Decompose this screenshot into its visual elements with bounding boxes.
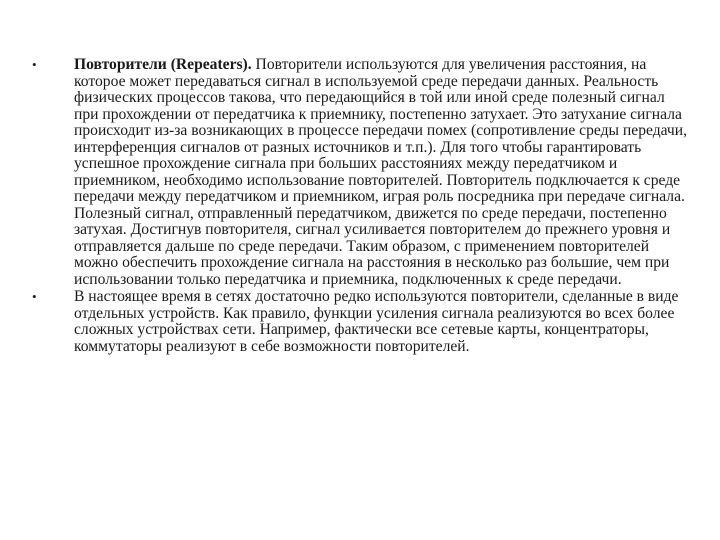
paragraph-repeaters-body: Повторители используются для увеличения расстояния, на которое может передаваться сигнал в используемой среде передачи данных. Реальность физических процессов такова, что передающийся в той или иной среде полезный сигнал при прохождении от передатчика к приемнику, постепенно затухает. Это затухание сигнала происходит из-за возникающих в процессе передачи помех (сопротивление среды передачи, интерференция сигналов от разных источников и т.п.). Для того чтобы гарантировать успешное прохождение сигнала при больших расстояниях между передатчиком и приемником, необходимо использование повторителей. Повторитель подключается к среде передачи между передатчиком и приемником, играя роль посредника при передаче сигнала. Полезный сигнал, отправленный передатчиком, движется по среде передачи, постепенно затухая. Достигнув повторителя, сигнал усиливается повторителем до прежнего уровня и отправляется дальше по среде передачи. Таким образом, с применением повторителей можно обеспечить прохождение сигнала на расстояния в несколько раз большие, чем при использовании только передатчика и приемника, подключенных к среде передачи. <box>74 56 688 288</box>
paragraph-modern-usage: В настоящее время в сетях достаточно редко используются повторители, сделанные в виде отдельных устройств. Как правило, функции усиления сигнала реализуются во всех более сложных устройствах сети. Например, фактически все сетевые карты, концентраторы, коммутаторы реализуют в себе возможности повторителей. <box>74 288 679 355</box>
list-item-modern-usage <box>28 289 692 355</box>
paragraph-repeaters <box>74 57 692 288</box>
bullet-icon: • <box>32 289 37 304</box>
term-repeaters: Повторители (Repeaters). <box>74 56 252 73</box>
bullet-list <box>28 57 692 356</box>
list-item-repeaters <box>28 57 692 288</box>
bullet-icon: • <box>32 57 37 72</box>
